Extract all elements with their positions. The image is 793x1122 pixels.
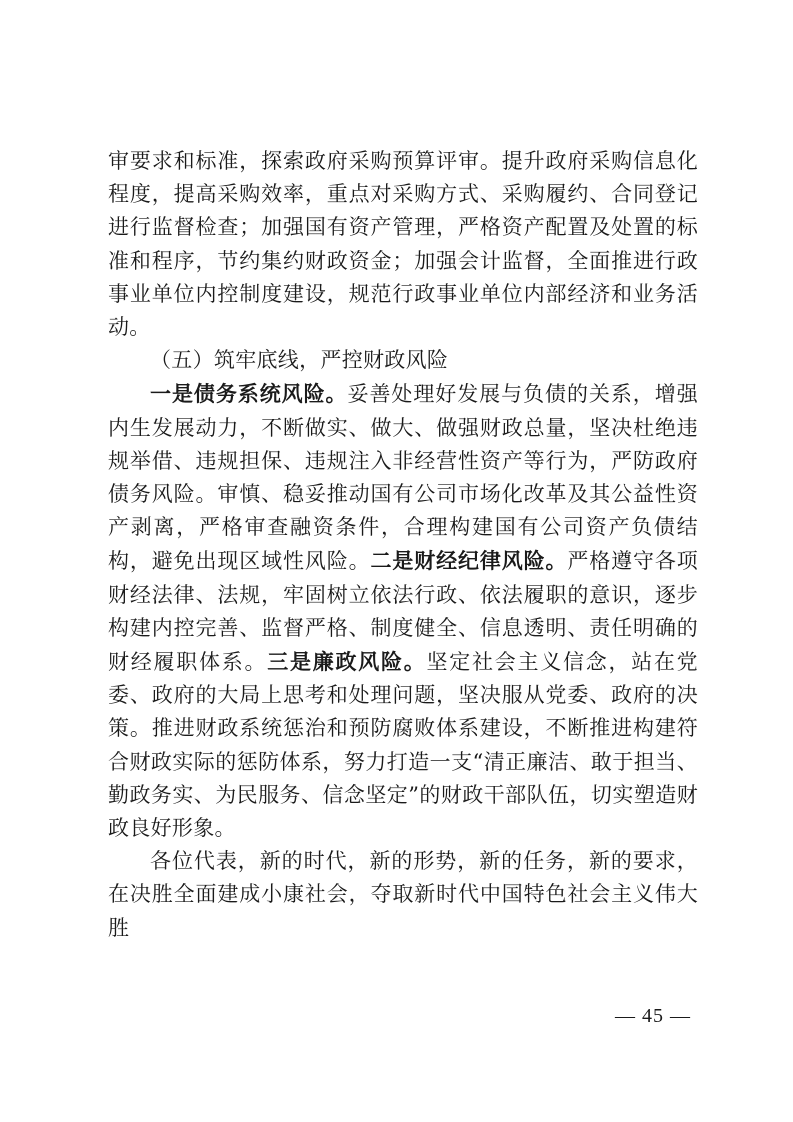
paragraph-risks [108,377,698,845]
lead-integrity-risk: 三是廉政风险。 [267,649,427,675]
heading-text: （五）筑牢底线，严控财政风险 [150,348,449,373]
paragraph-procurement [108,145,698,344]
page-number: — 45 — [615,1005,691,1027]
integrity-risk-text: 坚定社会主义信念，站在党委、政府的大局上思考和处理问题，坚决服从党委、政府的决策。推进财政系统惩治和预防腐败体系建设，不断推进构建符合财政实际的惩防体系，努力打造一支“清正廉洁、敢于担当、勤政务实、为民服务、信念坚定”的财政干部队伍，切实塑造财政良好形象。 [108,650,698,841]
debt-risk-text: 妥善处理好发展与负债的关系，增强内生发展动力，不断做实、做大、做强财政总量，坚决杜绝违规举借、违规担保、违规注入非经营性资产等行为，严防政府债务风险。审慎、稳妥推动国有公司市场化改革及其公益性资产剥离，严格审查融资条件，合理构建国有公司资产负债结构，避免出现区域性风险。 [108,382,698,574]
paragraph-closing [108,845,698,945]
discipline-risk-text: 严格遵守各项财经法律、法规，牢固树立依法行政、依法履职的意识，逐步构建内控完善、监督严格、制度健全、信息透明、责任明确的财经履职体系。 [108,549,698,675]
lead-discipline-risk: 二是财经纪律风险。 [370,548,568,574]
paragraph-text: 各位代表，新的时代，新的形势，新的任务，新的要求，在决胜全面建成小康社会，夺取新时代中国特色社会主义伟大胜 [108,849,698,940]
section-heading-five [108,344,698,377]
body-text [108,145,698,945]
paragraph-text: 审要求和标准，探索政府采购预算评审。提升政府采购信息化程度，提高采购效率，重点对采购方式、采购履约、合同登记进行监督检查；加强国有资产管理，严格资产配置及处置的标准和程序，节约集约财政资金；加强会计监督，全面推进行政事业单位内控制度建设，规范行政事业单位内部经济和业务活动。 [108,149,698,340]
lead-debt-risk: 一是债务系统风险。 [150,381,348,407]
